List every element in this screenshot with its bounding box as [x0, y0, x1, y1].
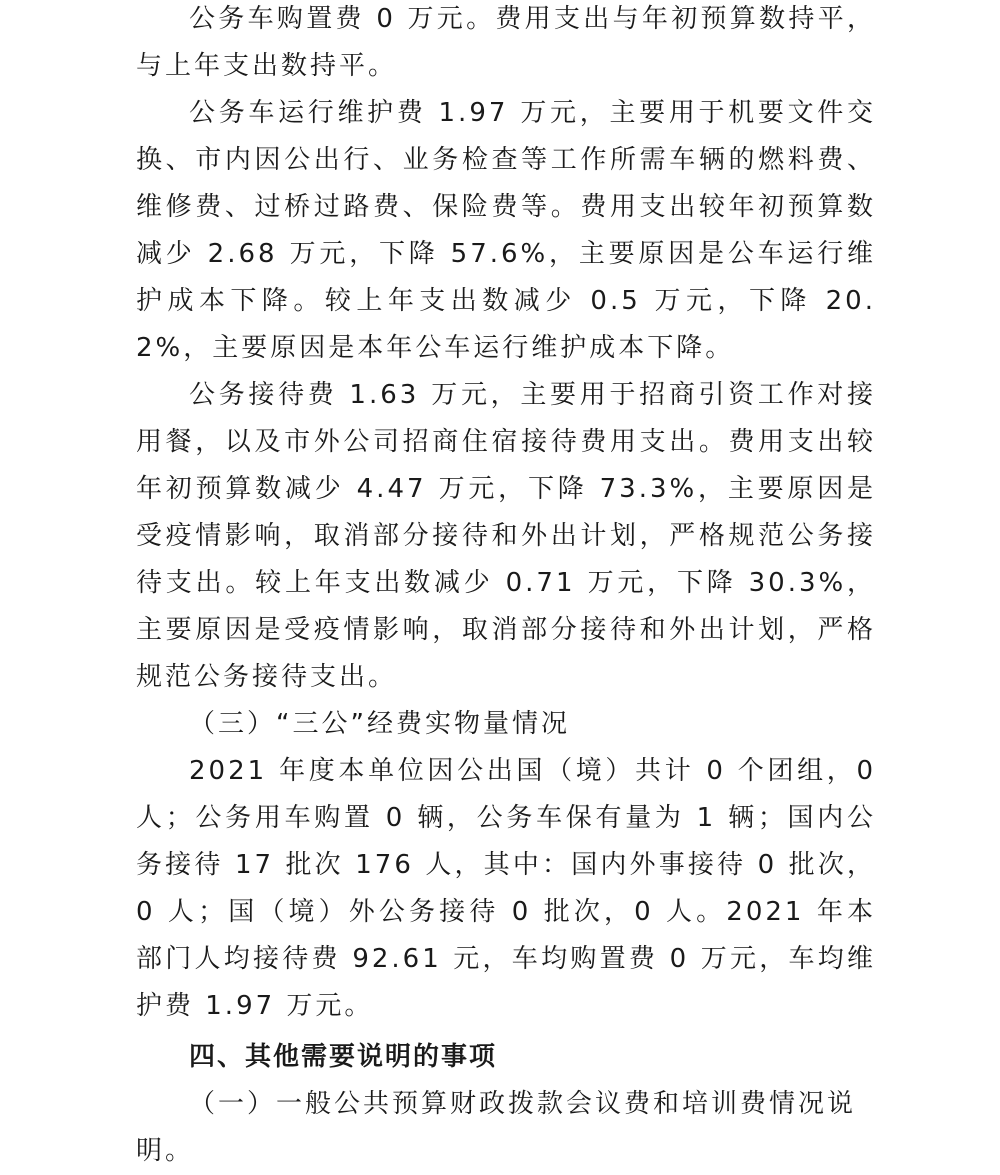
paragraph-vehicle-purchase: 公务车购置费 0 万元。费用支出与年初预算数持平，与上年支出数持平。 [136, 4, 876, 81]
subheading-physical-quantity: （三）“三公”经费实物量情况 [189, 709, 570, 739]
paragraph-physical-quantity: 2021 年度本单位因公出国（境）共计 0 个团组，0 人；公务用车购置 0 辆，公务车保有量为 1 辆；国内公务接待 17 批次 176 人，其中：国内外事接待 0 批次，0 人；国（境）外公务接待 0 批次，0 人。2021 年本部门人均接待费 92.61 元，车均购置费 0 万元，车均维护费 1.97 万元。 [136, 756, 876, 1021]
subheading-meeting-training: （一）一般公共预算财政拨款会议费和培训费情况说明。 [136, 1089, 857, 1166]
section-heading-other-matters: 四、其他需要说明的事项 [189, 1042, 498, 1072]
document-body [136, 0, 876, 1175]
paragraph-vehicle-maintenance: 公务车运行维护费 1.97 万元，主要用于机要文件交换、市内因公出行、业务检查等工作所需车辆的燃料费、维修费、过桥过路费、保险费等。费用支出较年初预算数减少 2.68 万元，下降 57.6%，主要原因是公车运行维护成本下降。较上年支出数减少 0.5 万元，下降 20.2%，主要原因是本年公车运行维护成本下降。 [136, 98, 876, 363]
paragraph-reception-expense: 公务接待费 1.63 万元，主要用于招商引资工作对接用餐，以及市外公司招商住宿接待费用支出。费用支出较年初预算数减少 4.47 万元，下降 73.3%，主要原因是受疫情影响，取消部分接待和外出计划，严格规范公务接待支出。较上年支出数减少 0.71 万元，下降 30.3%，主要原因是受疫情影响，取消部分接待和外出计划，严格规范公务接待支出。 [136, 380, 876, 692]
